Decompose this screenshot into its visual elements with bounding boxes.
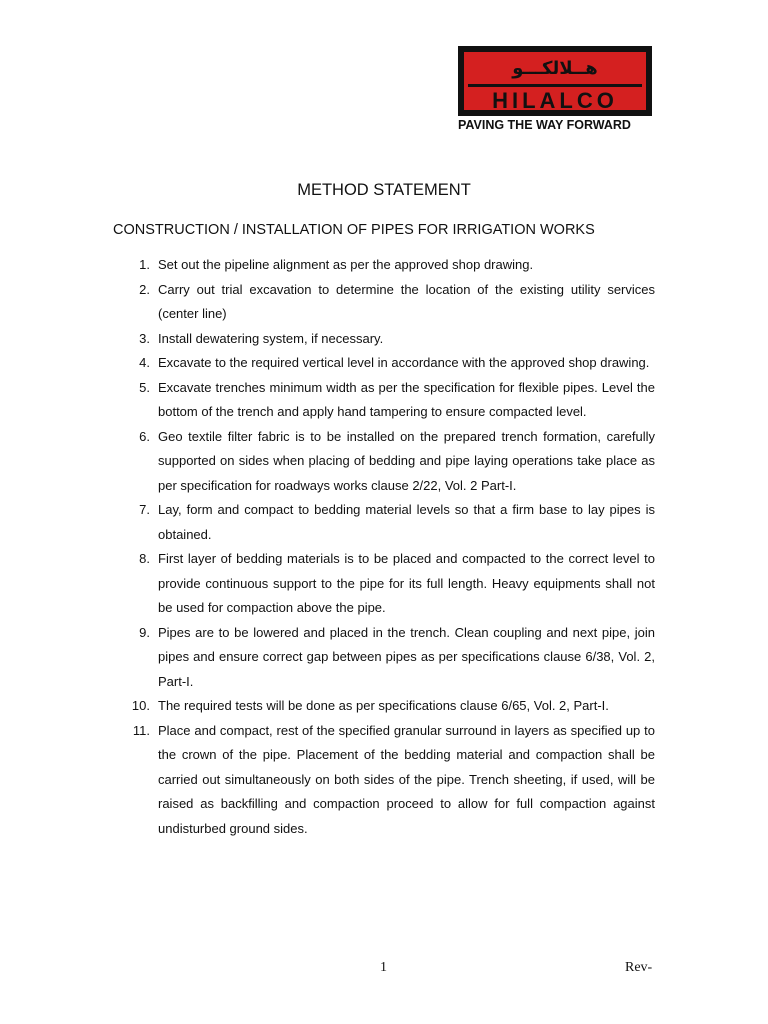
company-logo xyxy=(458,46,656,132)
step-number: 9. xyxy=(139,624,150,640)
step-number: 2. xyxy=(139,281,150,297)
list-item xyxy=(110,719,655,842)
list-item xyxy=(110,351,655,376)
step-number: 6. xyxy=(139,428,150,444)
list-item xyxy=(110,376,655,425)
step-number: 11. xyxy=(132,722,150,738)
step-text: First layer of bedding materials is to be placed and compacted to the correct level to provide continuous support to the pipe for its full length. Heavy equipments shall not be used for compaction above the pipe. xyxy=(158,551,655,615)
step-number: 5. xyxy=(139,379,150,395)
list-item xyxy=(110,327,655,352)
step-number: 3. xyxy=(139,330,150,346)
step-text: Carry out trial excavation to determine the location of the existing utility services (center line) xyxy=(158,281,655,321)
list-item xyxy=(110,621,655,695)
step-number: 10. xyxy=(131,698,150,713)
revision-label: Rev- xyxy=(625,960,653,975)
step-text: The required tests will be done as per specifications clause 6/65, Vol. 2, Part-I. xyxy=(158,698,609,713)
step-text: Geo textile filter fabric is to be installed on the prepared trench formation, carefully supported on sides when placing of bedding and pipe laying operations take place as per specification for roadways works clause 2/22, Vol. 2 Part-I. xyxy=(158,428,655,493)
logo-latin-text: HILALCO xyxy=(492,88,618,113)
logo-tagline: PAVING THE WAY FORWARD xyxy=(458,118,631,132)
step-number: 1. xyxy=(139,257,150,272)
list-item xyxy=(110,547,655,621)
step-text: Set out the pipeline alignment as per the approved shop drawing. xyxy=(158,257,534,272)
document-subtitle: CONSTRUCTION / INSTALLATION OF PIPES FOR IRRIGATION WORKS xyxy=(113,222,595,238)
logo-arabic-text: هــلالكـــو xyxy=(512,58,598,79)
page-number: 1 xyxy=(380,960,387,975)
logo-background xyxy=(464,52,646,113)
list-item xyxy=(110,498,655,547)
step-number: 7. xyxy=(139,502,150,517)
logo-box xyxy=(458,46,652,116)
step-text: Excavate to the required vertical level in accordance with the approved shop drawing. xyxy=(158,355,650,370)
step-number: 8. xyxy=(139,551,150,566)
step-text: Install dewatering system, if necessary. xyxy=(158,330,384,346)
step-text: Lay, form and compact to bedding material levels so that a firm base to lay pipes is obtained. xyxy=(158,502,655,542)
step-number: 4. xyxy=(139,355,150,370)
step-text: Pipes are to be lowered and placed in the trench. Clean coupling and next pipe, join pipes and ensure correct gap between pipes as per specifications clause 6/38, Vol. 2, Part-I. xyxy=(158,624,655,689)
step-text: Excavate trenches minimum width as per the specification for flexible pipes. Level the bottom of the trench and apply hand tampering to ensure compacted level. xyxy=(158,379,655,419)
logo-divider xyxy=(468,84,642,87)
step-text: Place and compact, rest of the specified granular surround in layers as specified up to the crown of the pipe. Placement of the bedding material and compaction shall be carried out simultaneously on both sides of the pipe. Trench sheeting, if used, will be raised as backfilling and compaction proceed to allow for full compaction against undisturbed ground sides. xyxy=(158,722,655,836)
list-item xyxy=(110,278,655,327)
list-item xyxy=(110,694,655,719)
method-steps-list xyxy=(110,253,655,841)
document-title: METHOD STATEMENT xyxy=(297,181,471,199)
list-item xyxy=(110,425,655,499)
list-item xyxy=(110,253,655,278)
